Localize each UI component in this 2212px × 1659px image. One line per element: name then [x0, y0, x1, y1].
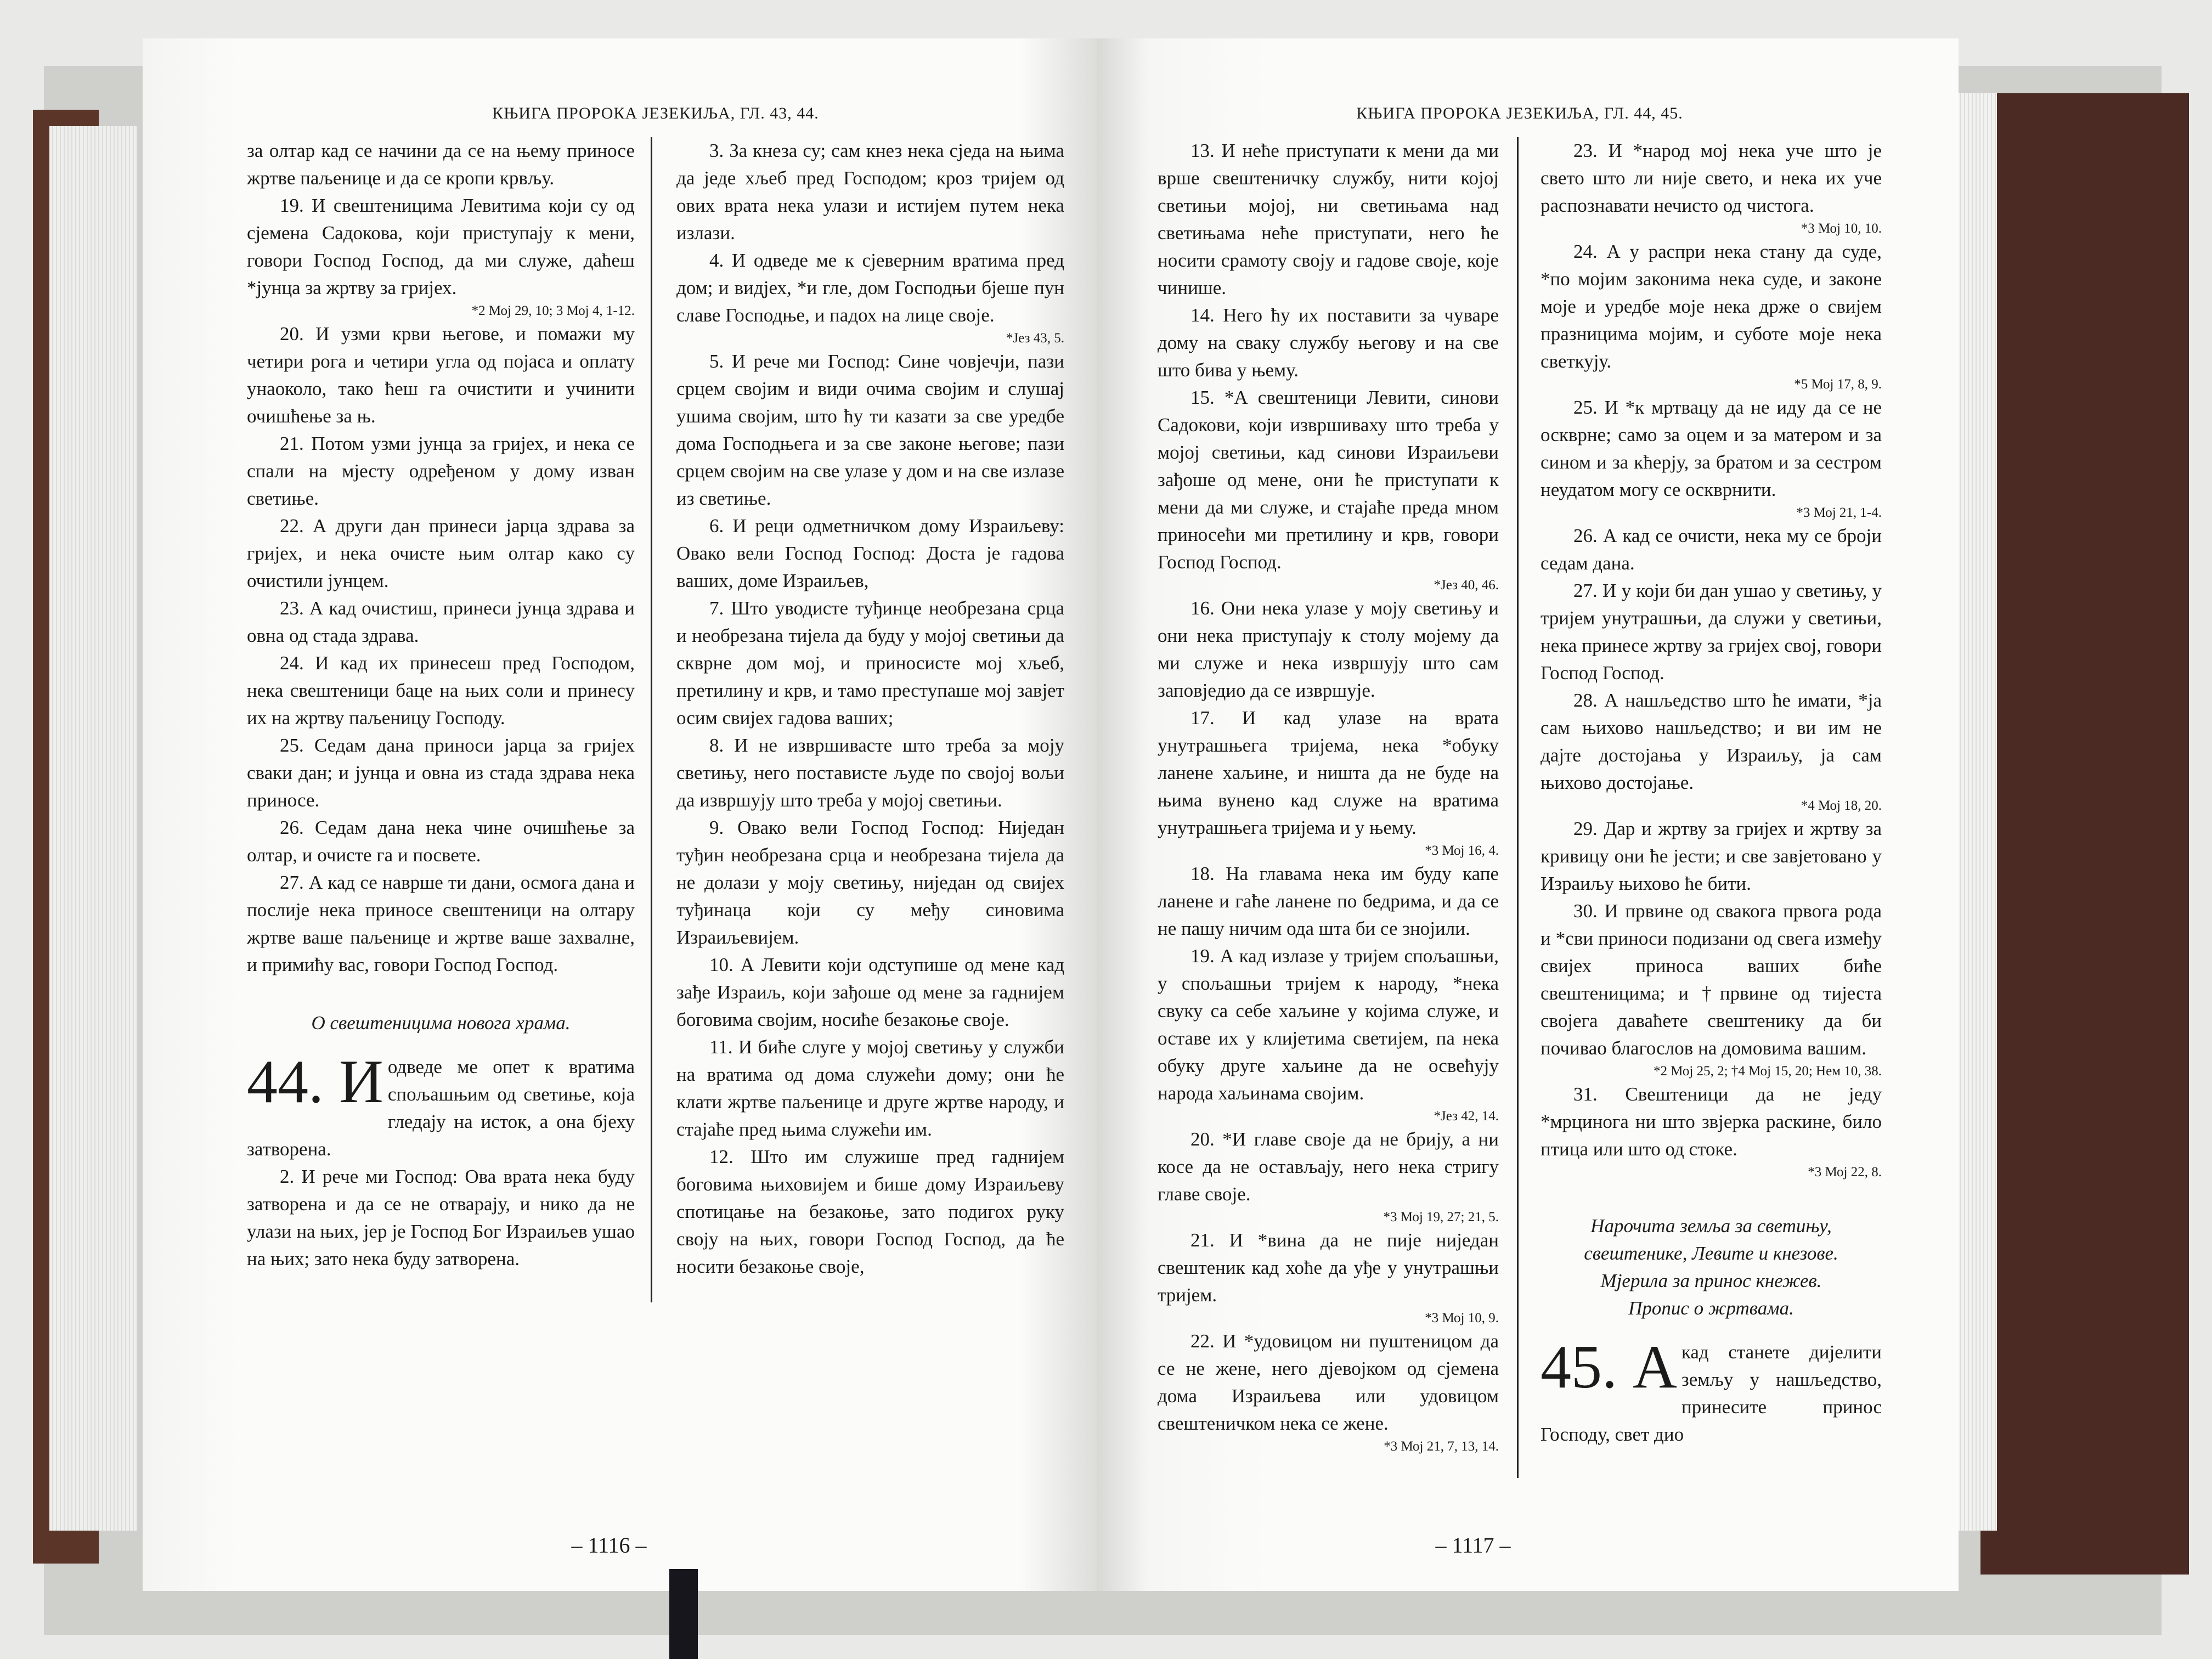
verse — [247, 512, 635, 595]
chapter-text: одведе ме опет к вратима спољашњим од светиње, која гледају на исток, а она бјеху затворена. — [247, 1056, 635, 1160]
left-page — [143, 38, 1097, 1591]
cross-reference: *3 Мој 21, 7, 13, 14. — [1384, 1439, 1499, 1454]
verse-text: 27. И у који би дан ушао у светињу, у тријем унутрашњи, да служи у светињи, нека принесе жртву за гријех свој, говори Господ Господ. — [1541, 580, 1882, 684]
verse — [676, 595, 1064, 732]
page-number: – 1116 – — [571, 1533, 647, 1558]
right-page — [1097, 38, 1959, 1591]
verse — [1541, 898, 1882, 1081]
verse — [1158, 595, 1499, 704]
verse — [1158, 1328, 1499, 1456]
verse — [1541, 394, 1882, 522]
verse-text: 19. А кад излазе у тријем спољашњи, у спољашњи тријем к народу, *нека свуку са себе хаљине у којима служе, и оставе их у клијетима светијем, па нека обуку друге хаљине да не освећују народа хаљинама својим. — [1158, 945, 1499, 1104]
verse-text: 25. Седам дана приноси јарца за гријех сваки дан; и јунца и овна из стада здрава нека приносе. — [247, 735, 635, 811]
verse-text: 17. И кад улазе на врата унутрашњега тријема, нека *обуку ланене хаљине, и ништа да не буде на њима вунено кад служе на вратима унутрашњега тријема и у њему. — [1158, 707, 1499, 838]
verse-text: 10. А Левити који одступише од мене кад зађе Израиљ, који зађоше од мене за гаднијем боговима својим, носиће безакоње своје. — [676, 954, 1064, 1030]
verse — [247, 320, 635, 430]
verse — [1158, 704, 1499, 860]
verse-text: 28. А нашљедство што ће имати, *ја сам њихово нашљедство; и ви им не дајте достојања у Израиљу, ја сам њихово достојање. — [1541, 690, 1882, 793]
verse — [247, 732, 635, 814]
verse-text: 2. И рече ми Господ: Ова врата нека буду затворена и да се не отварају, и нико да не улази на њих, јер је Господ Бог Израиљев ушао на њих; зато нека буду затворена. — [247, 1166, 635, 1269]
page-edges-left — [49, 126, 137, 1531]
verse-text: 20. *И главе своје да не брију, а ни косе да не остављају, него нека стригу главе своје. — [1158, 1128, 1499, 1205]
verse-text: 12. Што им служише пред гаднијем боговима њиховијем и бише дому Израиљеву спотицање на безакоње, зато подигох руку своју на њих, говори Господ Господ, да ће носити безакоње своје, — [676, 1146, 1064, 1277]
cross-reference: *3 Мој 19, 27; 21, 5. — [1383, 1210, 1499, 1224]
verse-text: 5. И рече ми Господ: Сине човјечји, пази срцем својим и види очима својим и слушај ушима својим, што ћу ти казати за све уредбе дома Господњега и за све законе његове; пази срцем својим на све улазе у дом и на све излазе из светиње. — [676, 351, 1064, 509]
cross-reference: *2 Мој 29, 10; 3 Мој 4, 1-12. — [471, 303, 635, 318]
verse-text: 21. И *вина да не пије ниједан свештеник кад хоће да уђе у унутрашњи тријем. — [1158, 1229, 1499, 1306]
verse — [247, 1163, 635, 1273]
verse — [1541, 522, 1882, 577]
verse-text: 24. А у распри нека стану да суде, *по мојим законима нека суде, и законе моје и уредбе моје нека држе о свијем празницима мојим, и суботе моје нека светкују. — [1541, 241, 1882, 372]
verse — [676, 951, 1064, 1034]
chapter-start — [1541, 1333, 1882, 1448]
cross-reference: *3 Мој 10, 10. — [1801, 221, 1882, 236]
verse-text: 30. И првине од свакога првога рода и *сви приноси подизани од свега између свијех приноса ваших биће свештеницима; и †првине од тијеста својега даваћете свештенику да би почивао благослов на домовима вашим. — [1541, 900, 1882, 1059]
right-column-2 — [1520, 137, 1882, 1456]
verse-text: 15. *А свештеници Левити, синови Садокови, који извршиваху што треба у мојој светињи, кад синови Израиљеви зађоше од мене, они ће приступати к мени да ми служе, и стајаће преда мном приносећи ми претилину и крв, говори Господ Господ. — [1158, 387, 1499, 573]
verse — [1158, 860, 1499, 943]
cross-reference: *3 Мој 16, 4. — [1425, 843, 1499, 858]
column-rule — [1517, 137, 1519, 1478]
verse-text: 4. И одведе ме к сјеверним вратима пред дом; и видјех, *и гле, дом Господњи бјеше пун славе Господње, и падох на лице своје. — [676, 250, 1064, 326]
chapter-start — [247, 1048, 635, 1163]
verse-text: 19. И свештеницима Левитима који су од сјемена Садокова, који приступају к мени, говори Господ Господ, да ми служе, даћеш *јунца за жртву за гријех. — [247, 195, 635, 298]
verse-text: 6. И реци одметничком дому Израиљеву: Овако вели Господ Господ: Доста је гадова ваших, доме Израиљев, — [676, 515, 1064, 591]
verse — [1541, 815, 1882, 898]
chapter-text: кад станете дијелити земљу у нашљедство, принесите принос Господу, свет дио — [1541, 1341, 1882, 1445]
chapter-number: 45. А — [1541, 1333, 1677, 1401]
verse-text: 7. Што уводисте туђинце необрезана срца и необрезана тијела да буду у мојој светињи да скврне дом мој, и приносисте мој хљеб, претилину и крв, и тамо преступаше мој завјет осим свијех гадова ваших; — [676, 597, 1064, 729]
verse-text: 16. Они нека улазе у моју светињу и они нека приступају к столу мојему да ми служе и нека извршују што сам заповједио да се извршује. — [1158, 597, 1499, 701]
cross-reference: *2 Мој 25, 2; †4 Мој 15, 20; Нем 10, 38. — [1654, 1064, 1882, 1079]
verse — [676, 348, 1064, 512]
verse — [676, 732, 1064, 814]
cross-reference: *Јез 42, 14. — [1434, 1109, 1499, 1124]
cross-reference: *Јез 40, 46. — [1434, 578, 1499, 592]
verse — [247, 192, 635, 320]
verse — [1541, 1081, 1882, 1182]
verse — [247, 430, 635, 512]
verse-text: 25. И *к мртвацу да не иду да се не оскврне; само за оцем и за матером и за сином и за кћерју, за братом и за сестром неудатом могу се оскврнити. — [1541, 397, 1882, 500]
verse-text: 26. А кад се очисти, нека му се броји седам дана. — [1541, 525, 1882, 574]
cross-reference: *3 Мој 10, 9. — [1425, 1311, 1499, 1325]
page-number: – 1117 – — [1435, 1533, 1511, 1558]
chapter-number: 44. И — [247, 1048, 383, 1116]
verse-text: 14. Него ћу их поставити за чуваре дому на сваку службу његову и на све што бива у њему. — [1158, 304, 1499, 381]
left-column-2 — [656, 137, 1064, 1280]
right-column-1 — [1158, 137, 1520, 1456]
verse-text: 9. Овако вели Господ Господ: Ниједан туђин необрезана срца и необрезана тијела да не долази у моју светињу, ниједан од свијех туђинаца који су међу синовима Израиљевијем. — [676, 817, 1064, 948]
verse — [1541, 577, 1882, 687]
verse-text: 3. За кнеза су; сам кнез нека сједа на њима да једе хљеб пред Господом; кроз тријем од ових врата нека улази и истијем путем нека излази. — [676, 140, 1064, 244]
verse — [247, 814, 635, 869]
cross-reference: *3 Мој 22, 8. — [1808, 1165, 1882, 1180]
left-columns — [247, 137, 1064, 1280]
verse — [247, 650, 635, 732]
verse-text: 18. На главама нека им буду капе ланене и гаће ланене по бедрима, и да се не пашу ничим ода шта би се знојили. — [1158, 863, 1499, 939]
verse-text: за олтар кад се начини да се на њему приносе жртве паљенице и да се кропи крвљу. — [247, 140, 635, 189]
verse-text: 31. Свештеници да не једу *мрцинога ни што звјерка раскине, било птица или што од стоке. — [1541, 1084, 1882, 1160]
verse — [1541, 137, 1882, 238]
verse — [676, 512, 1064, 595]
verse-text: 22. А други дан принеси јарца здрава за гријех, и нека очисте њим олтар како су очистили јунцем. — [247, 515, 635, 591]
cross-reference: *3 Мој 21, 1-4. — [1796, 505, 1882, 520]
running-header: КЊИГА ПРОРОКА ЈЕЗЕКИЉА, ГЛ. 43, 44. — [492, 104, 819, 122]
verse — [676, 247, 1064, 348]
verse — [1158, 384, 1499, 595]
verse — [1158, 137, 1499, 302]
verse — [676, 137, 1064, 247]
verse — [1158, 943, 1499, 1126]
cross-reference: *4 Мој 18, 20. — [1801, 798, 1882, 813]
verse — [1158, 1126, 1499, 1227]
verse-text: 22. И *удовицом ни пуштеницом да се не жене, него дјевојком од сјемена дома Израиљева или удовицом свештеничком нека се жене. — [1158, 1330, 1499, 1434]
verse-text: 23. А кад очистиш, принеси јунца здрава и овна од стада здрава. — [247, 597, 635, 646]
verse-text: 26. Седам дана нека чине очишћење за олтар, и очисте га и посвете. — [247, 817, 635, 866]
verse-text: 11. И биће слуге у мојој светињу у служби на вратима од дома служећи дому; они ће клати жртве паљенице и друге жртве народу, и стајаће пред њима служећи им. — [676, 1036, 1064, 1140]
verse — [1541, 687, 1882, 815]
verse — [676, 1034, 1064, 1143]
verse-text: 29. Дар и жртву за гријех и жртву за кривицу они ће јести; и све завјетовано у Израиљу њихово ће бити. — [1541, 818, 1882, 894]
verse-text: 8. И не извршивасте што треба за моју светињу, него постависте људе по својој вољи да извршују што треба у мојој светињи. — [676, 735, 1064, 811]
right-columns — [1158, 137, 1882, 1456]
running-header: КЊИГА ПРОРОКА ЈЕЗЕКИЉА, ГЛ. 44, 45. — [1356, 104, 1683, 122]
verse — [1158, 302, 1499, 384]
cross-reference: *Јез 43, 5. — [1006, 331, 1064, 346]
left-column-1 — [247, 137, 656, 1280]
verse — [247, 869, 635, 979]
verse-text: 27. А кад се наврше ти дани, осмога дана и послије нека приносе свештеници на олтару жртве ваше паљенице и жртве ваше захвалне, и примићу вас, говори Господ Господ. — [247, 872, 635, 975]
section-heading: О свештеницима новога храма. — [311, 1012, 571, 1034]
verse-text: 24. И кад их принесеш пред Господом, нека свештеници баце на њих соли и принесу их на жртву паљеницу Господу. — [247, 652, 635, 729]
book-cover-right — [1980, 93, 2189, 1575]
section-heading: Нарочита земља за светињу, свештенике, Левите и кнезове. Мјерила за принос кнежев. Пропис о жртвама. — [1584, 1215, 1838, 1319]
verse-text: 23. И *народ мој нека уче што је свето што ли није свето, и нека их уче распознавати нечисто од чистога. — [1541, 140, 1882, 216]
verse-text: 20. И узми крви његове, и помажи му четири рога и четири угла од појаса и оплату унаоколо, тако ћеш га очистити и учинити очишћење за њ. — [247, 323, 635, 427]
verse-text: 13. И неће приступати к мени да ми врше свештеничку службу, нити којој светињи мојој, ни светињама над светињама неће приступати, него ће носити срамоту своју и гадове своје, које чинише. — [1158, 140, 1499, 298]
verse — [247, 137, 635, 192]
verse-text: 21. Потом узми јунца за гријех, и нека се спали на мјесту одређеном у дому изван светиње. — [247, 433, 635, 509]
verse — [1541, 238, 1882, 394]
cross-reference: *5 Мој 17, 8, 9. — [1794, 377, 1882, 392]
column-rule — [651, 137, 652, 1302]
verse — [676, 814, 1064, 951]
verse — [1158, 1227, 1499, 1328]
verse — [676, 1143, 1064, 1280]
bookmark-ribbon — [669, 1569, 698, 1659]
verse — [247, 595, 635, 650]
